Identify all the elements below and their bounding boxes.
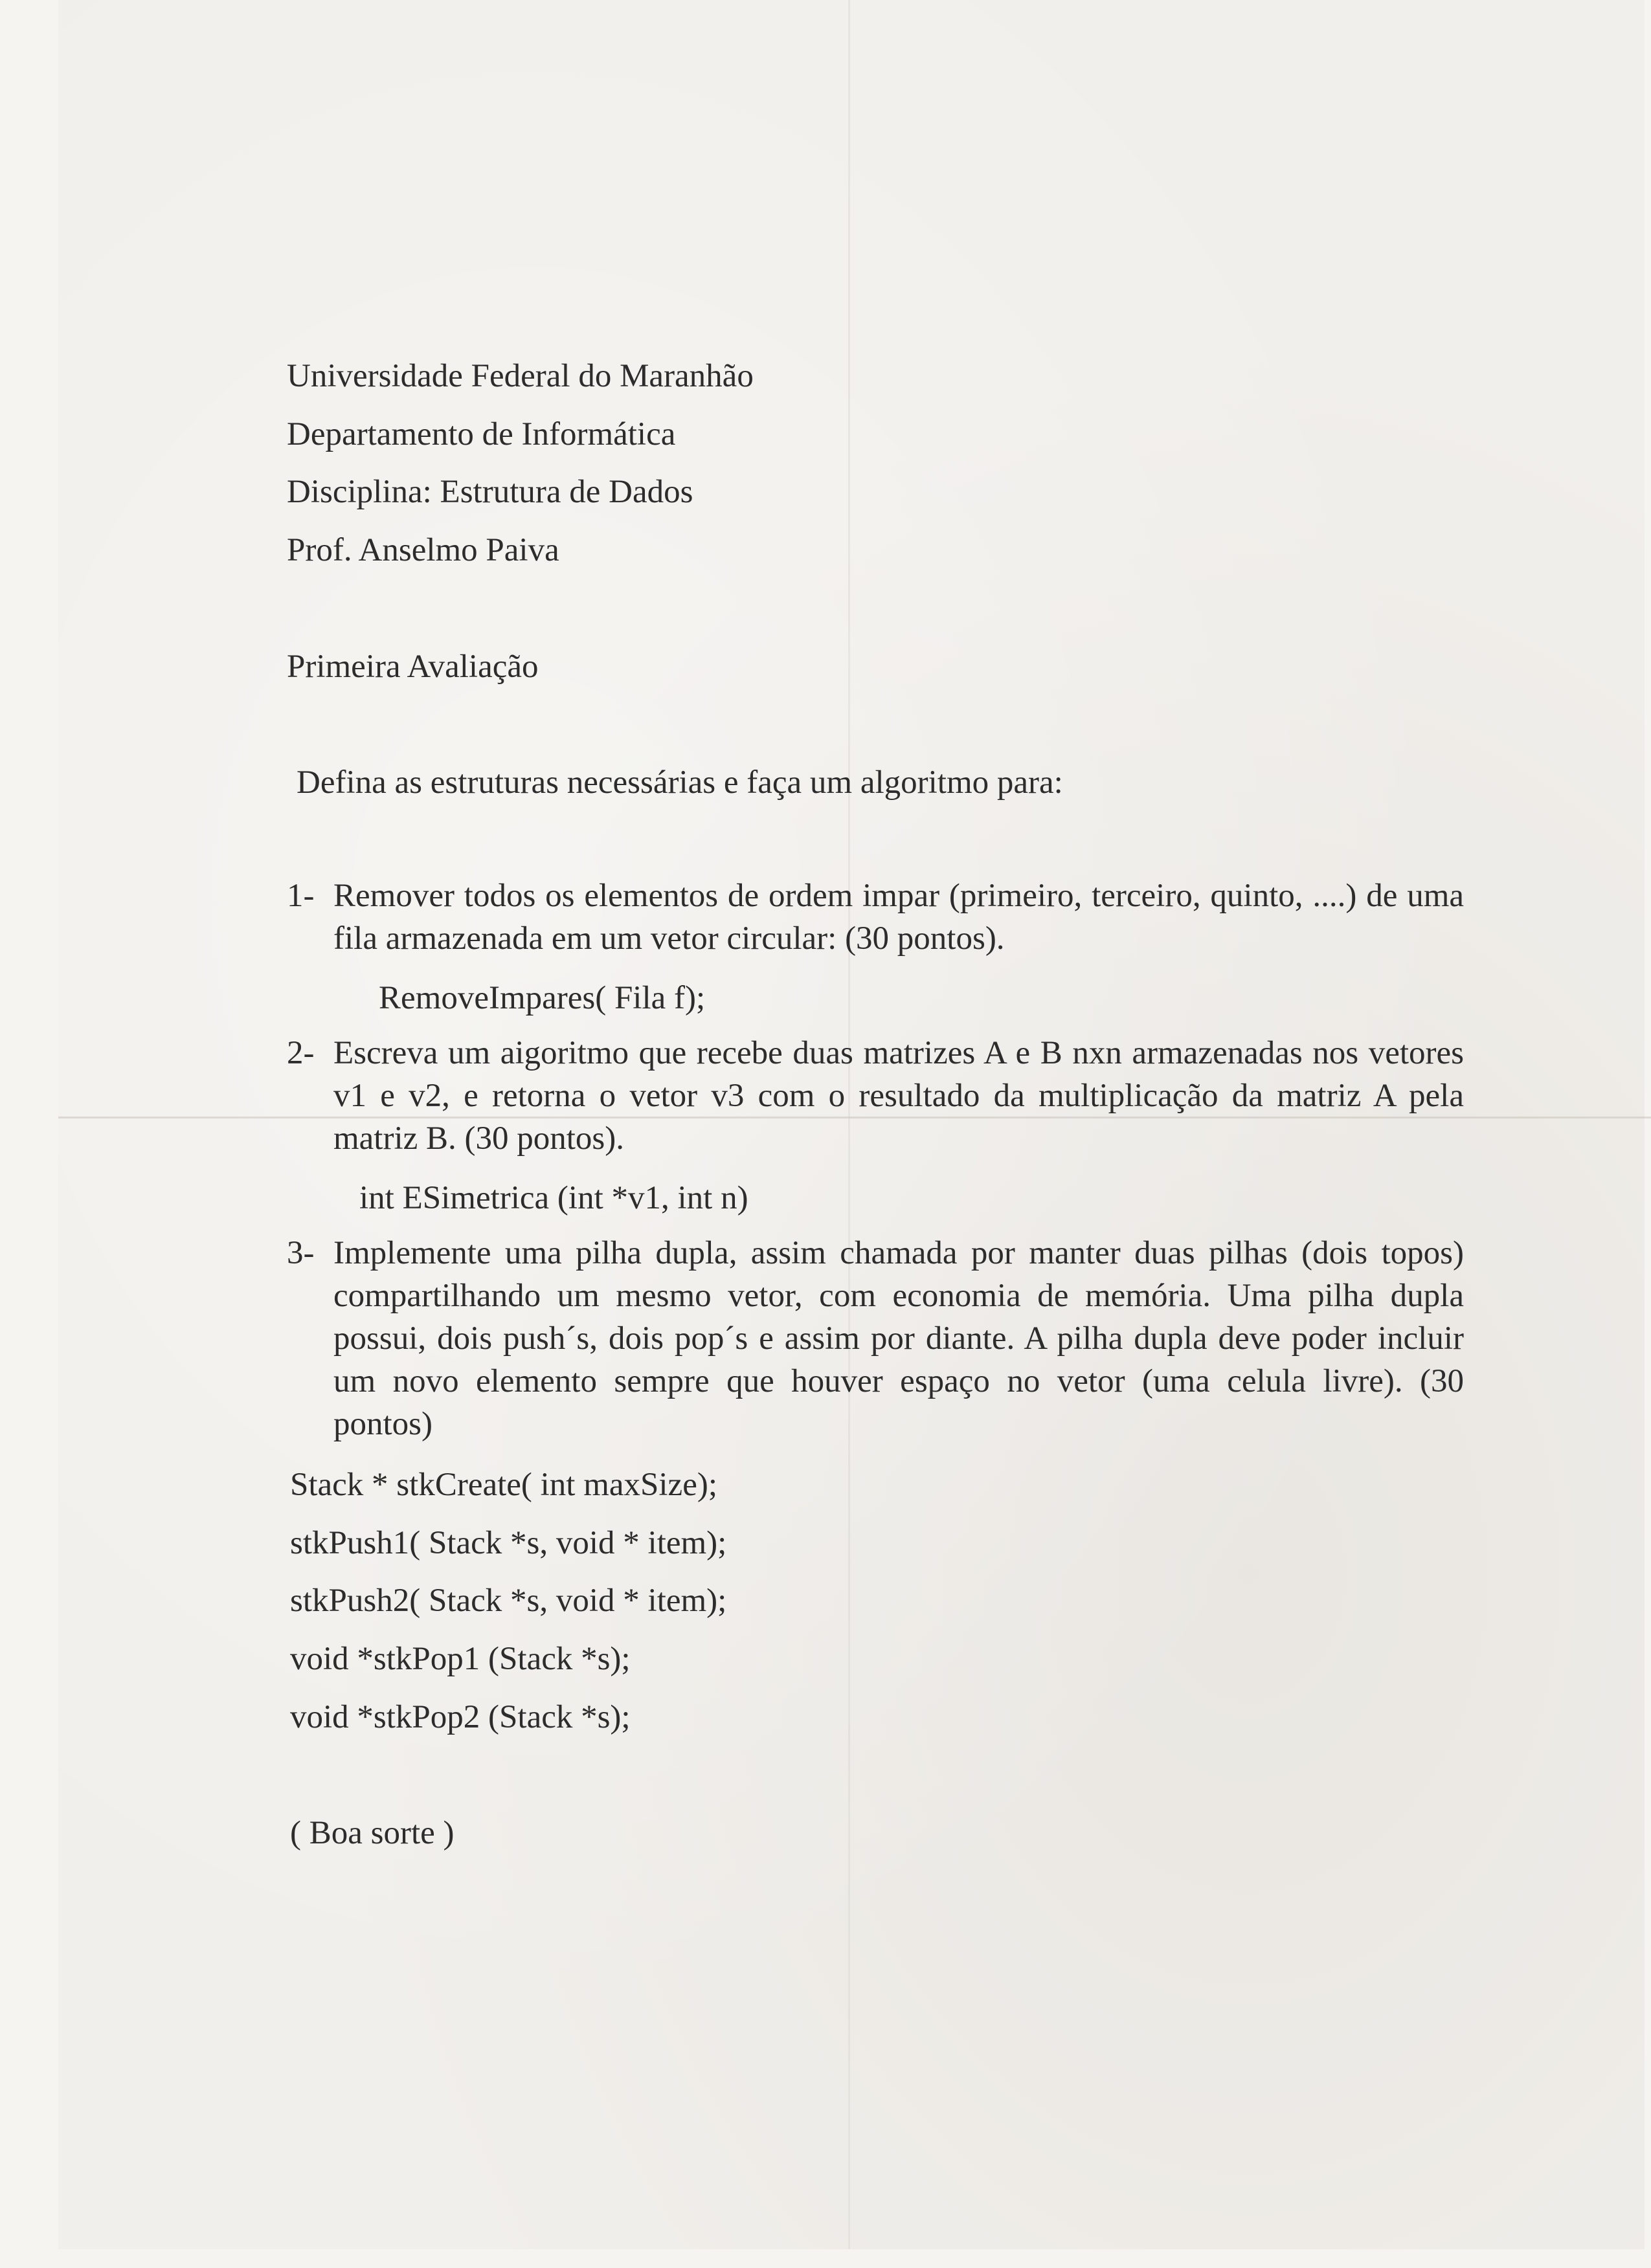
department-name: Departamento de Informática [287, 416, 676, 452]
question-3 [287, 1232, 1464, 1445]
code-line: Stack * stkCreate( int maxSize); [290, 1467, 717, 1503]
code-line: stkPush1( Stack *s, void * item); [290, 1525, 727, 1561]
question-text: Implemente uma pilha dupla, assim chamada por manter duas pilhas (dois topos) compartilhando um mesmo vetor, com economia de memória. Uma pilha dupla possui, dois push´s, dois pop´s e assim por diante. A pilha dupla deve poder incluir um novo elemento sempre que houver espaço no vetor (uma celula livre). (30 pontos) [333, 1235, 1464, 1442]
professor-name: Prof. Anselmo Paiva [287, 532, 559, 568]
question-number: 2- [287, 1035, 315, 1071]
course-name: Disciplina: Estrutura de Dados [287, 474, 693, 510]
code-line: void *stkPop1 (Stack *s); [290, 1641, 631, 1677]
instructions: Defina as estruturas necessárias e faça um algoritmo para: [297, 764, 1063, 801]
question-number: 1- [287, 878, 315, 914]
university-name: Universidade Federal do Maranhão [287, 358, 754, 394]
question-2-signature: int ESimetrica (int *v1, int n) [359, 1180, 748, 1216]
closing-message: ( Boa sorte ) [290, 1815, 455, 1851]
question-1-signature: RemoveImpares( Fila f); [379, 980, 706, 1016]
question-text: Remover todos os elementos de ordem impar (primeiro, terceiro, quinto, ....) de uma fila armazenada em um vetor circular: (30 pontos). [333, 878, 1464, 957]
code-line: void *stkPop2 (Stack *s); [290, 1699, 631, 1735]
question-1 [287, 874, 1464, 960]
question-number: 3- [287, 1235, 315, 1271]
code-line: stkPush2( Stack *s, void * item); [290, 1583, 727, 1619]
exam-title: Primeira Avaliação [287, 649, 539, 685]
question-2 [287, 1032, 1464, 1160]
question-text: Escreva um aigoritmo que recebe duas matrizes A e B nxn armazenadas nos vetores v1 e v2, e retorna o vetor v3 com o resultado da multiplicação da matriz A pela matriz B. (30 pontos). [333, 1035, 1464, 1157]
